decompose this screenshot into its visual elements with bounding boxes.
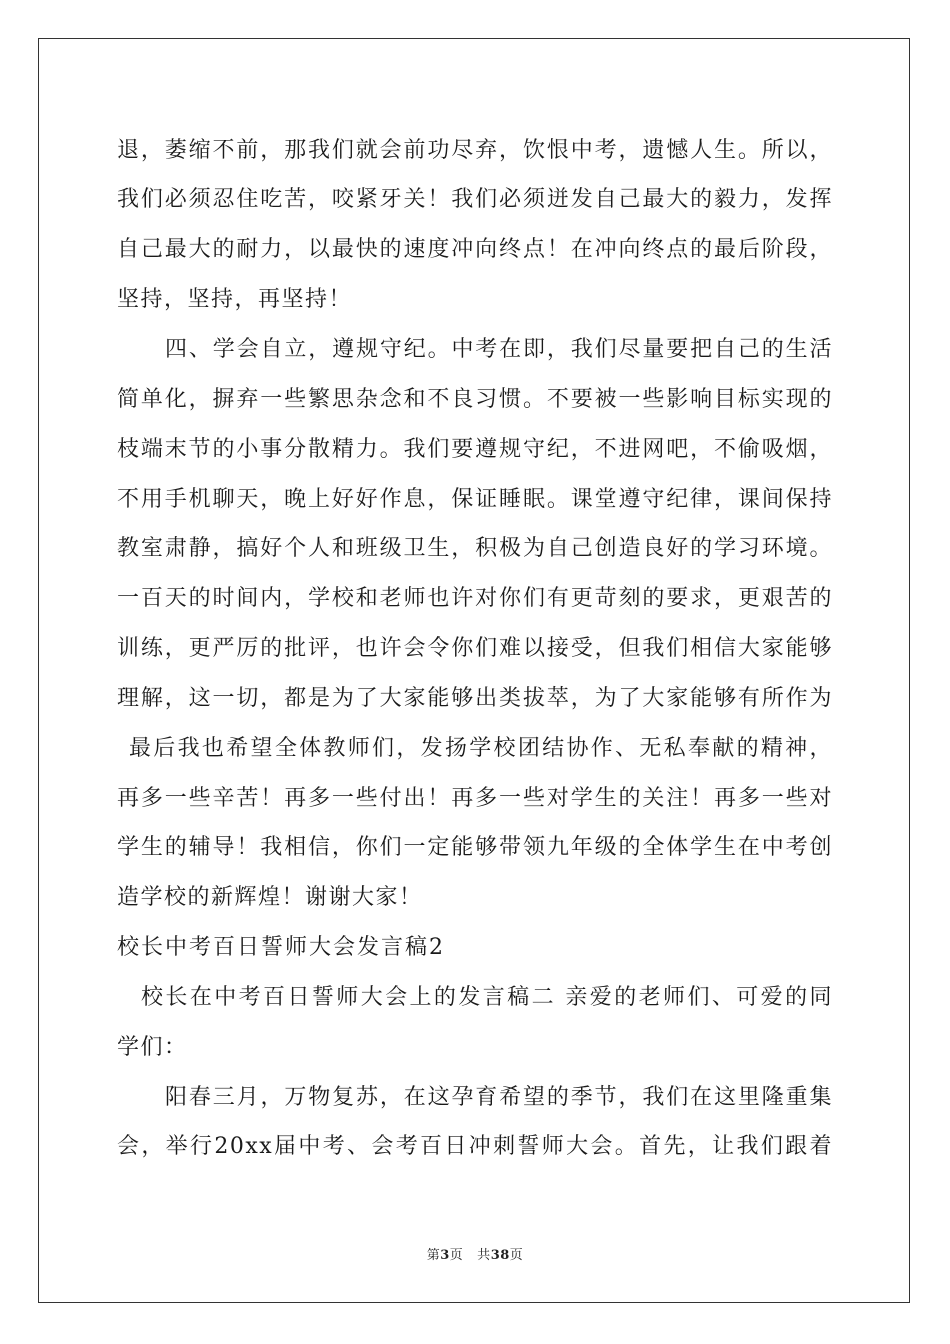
- page-border: [38, 38, 910, 1303]
- paragraph-start-line: 四、学会自立，遵规守纪。中考在即，我们尽量要把自己的生活: [165, 337, 833, 362]
- page-number: 3: [440, 1248, 450, 1263]
- total-prefix: 共: [477, 1248, 491, 1263]
- text-line: 学们：: [117, 1035, 188, 1060]
- text-line: 自己最大的耐力，以最快的速度冲向终点！在冲向终点的最后阶段，: [117, 237, 833, 262]
- text-line: 简单化，摒弃一些繁思杂念和不良习惯。不要被一些影响目标实现的: [117, 387, 833, 412]
- page-suffix: 页: [449, 1248, 464, 1263]
- text-line: 校长在中考百日誓师大会上的发言稿二 亲爱的老师们、可爱的同: [141, 985, 833, 1010]
- text-line: 再多一些辛苦！再多一些付出！再多一些对学生的关注！再多一些对: [117, 786, 833, 811]
- text-line: 坚持，坚持，再坚持！: [117, 287, 353, 312]
- paragraph-start-line: 阳春三月，万物复苏，在这孕育希望的季节，我们在这里隆重集: [165, 1085, 833, 1110]
- page-prefix: 第: [426, 1248, 441, 1263]
- text-line: 会，举行20xx届中考、会考百日冲刺誓师大会。首先，让我们跟着: [117, 1134, 833, 1159]
- text-line: 最后我也希望全体教师们，发扬学校团结协作、无私奉献的精神，: [129, 736, 833, 761]
- text-line: 不用手机聊天，晚上好好作息，保证睡眠。课堂遵守纪律，课间保持: [117, 487, 833, 512]
- text-line: 理解，这一切，都是为了大家能够出类拔萃，为了大家能够有所作为: [117, 686, 833, 711]
- text-line: 退，萎缩不前，那我们就会前功尽弃，饮恨中考，遗憾人生。所以，: [117, 138, 833, 163]
- total-suffix: 页: [509, 1248, 524, 1263]
- text-line: 训练，更严厉的批评，也许会令你们难以接受，但我们相信大家能够: [117, 636, 833, 661]
- text-line: 学生的辅导！我相信，你们一定能够带领九年级的全体学生在中考创: [117, 835, 833, 860]
- total-pages: 38: [490, 1248, 510, 1263]
- text-line: 一百天的时间内，学校和老师也许对你们有更苛刻的要求，更艰苦的: [117, 586, 833, 611]
- section-title: 校长中考百日誓师大会发言稿2: [117, 935, 445, 960]
- text-line: 我们必须忍住吃苦，咬紧牙关！我们必须迸发自己最大的毅力，发挥: [117, 187, 833, 212]
- text-line: 造学校的新辉煌！谢谢大家！: [117, 885, 423, 910]
- text-line: 教室肃静，搞好个人和班级卫生，积极为自己创造良好的学习环境。: [117, 536, 833, 561]
- text-line: 枝端末节的小事分散精力。我们要遵规守纪，不进网吧，不偷吸烟，: [117, 437, 833, 462]
- page-footer: [0, 1244, 950, 1263]
